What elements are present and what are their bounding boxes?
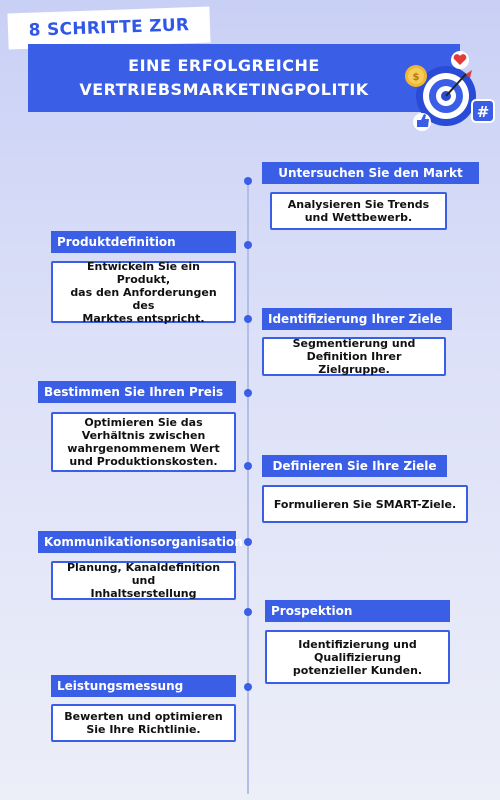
step-6-description: Planung, Kanaldefinition und Inhaltserstellung (51, 561, 236, 600)
hashtag-icon (472, 100, 494, 122)
step-3-description: Segmentierung und Definition Ihrer Zielgruppe. (262, 337, 446, 376)
step-2-title: Produktdefinition (51, 231, 236, 253)
coin-icon (405, 65, 427, 87)
timeline-dot (244, 315, 252, 323)
header-tag-text: 8 SCHRITTE ZUR (28, 15, 190, 41)
timeline-dot (244, 683, 252, 691)
step-7-description: Identifizierung und Qualifizierung potenzieller Kunden. (265, 630, 450, 684)
step-8-title: Leistungsmessung (51, 675, 236, 697)
step-2-description: Entwickeln Sie ein Produkt, das den Anforderungen des Marktes entspricht. (51, 261, 236, 323)
title-line-2: VERTRIEBSMARKETINGPOLITIK (79, 80, 369, 99)
title-line-1: EINE ERFOLGREICHE (128, 56, 320, 75)
timeline-dot (244, 608, 252, 616)
step-8-description: Bewerten und optimieren Sie Ihre Richtlinie. (51, 704, 236, 742)
heart-icon (451, 51, 469, 69)
svg-text:$: $ (412, 72, 420, 83)
step-3-title: Identifizierung Ihrer Ziele (262, 308, 452, 330)
timeline-dot (244, 389, 252, 397)
timeline-dot (244, 462, 252, 470)
step-5-description: Formulieren Sie SMART-Ziele. (262, 485, 468, 523)
svg-text:#: # (476, 103, 490, 121)
step-6-title: Kommunikationsorganisation (38, 531, 236, 553)
step-1-description: Analysieren Sie Trends und Wettbewerb. (270, 192, 447, 230)
step-7-title: Prospektion (265, 600, 450, 622)
title-banner (28, 44, 460, 112)
target-illustration (398, 48, 498, 140)
step-1-title: Untersuchen Sie den Markt (262, 162, 479, 184)
step-4-title: Bestimmen Sie Ihren Preis (38, 381, 236, 403)
timeline-dot (244, 538, 252, 546)
timeline-line (247, 182, 249, 794)
timeline-dot (244, 241, 252, 249)
step-5-title: Definieren Sie Ihre Ziele (262, 455, 447, 477)
thumbs-up-icon (413, 113, 431, 131)
step-4-description: Optimieren Sie das Verhältnis zwischen wahrgenommenem Wert und Produktionskosten. (51, 412, 236, 472)
timeline-dot (244, 177, 252, 185)
